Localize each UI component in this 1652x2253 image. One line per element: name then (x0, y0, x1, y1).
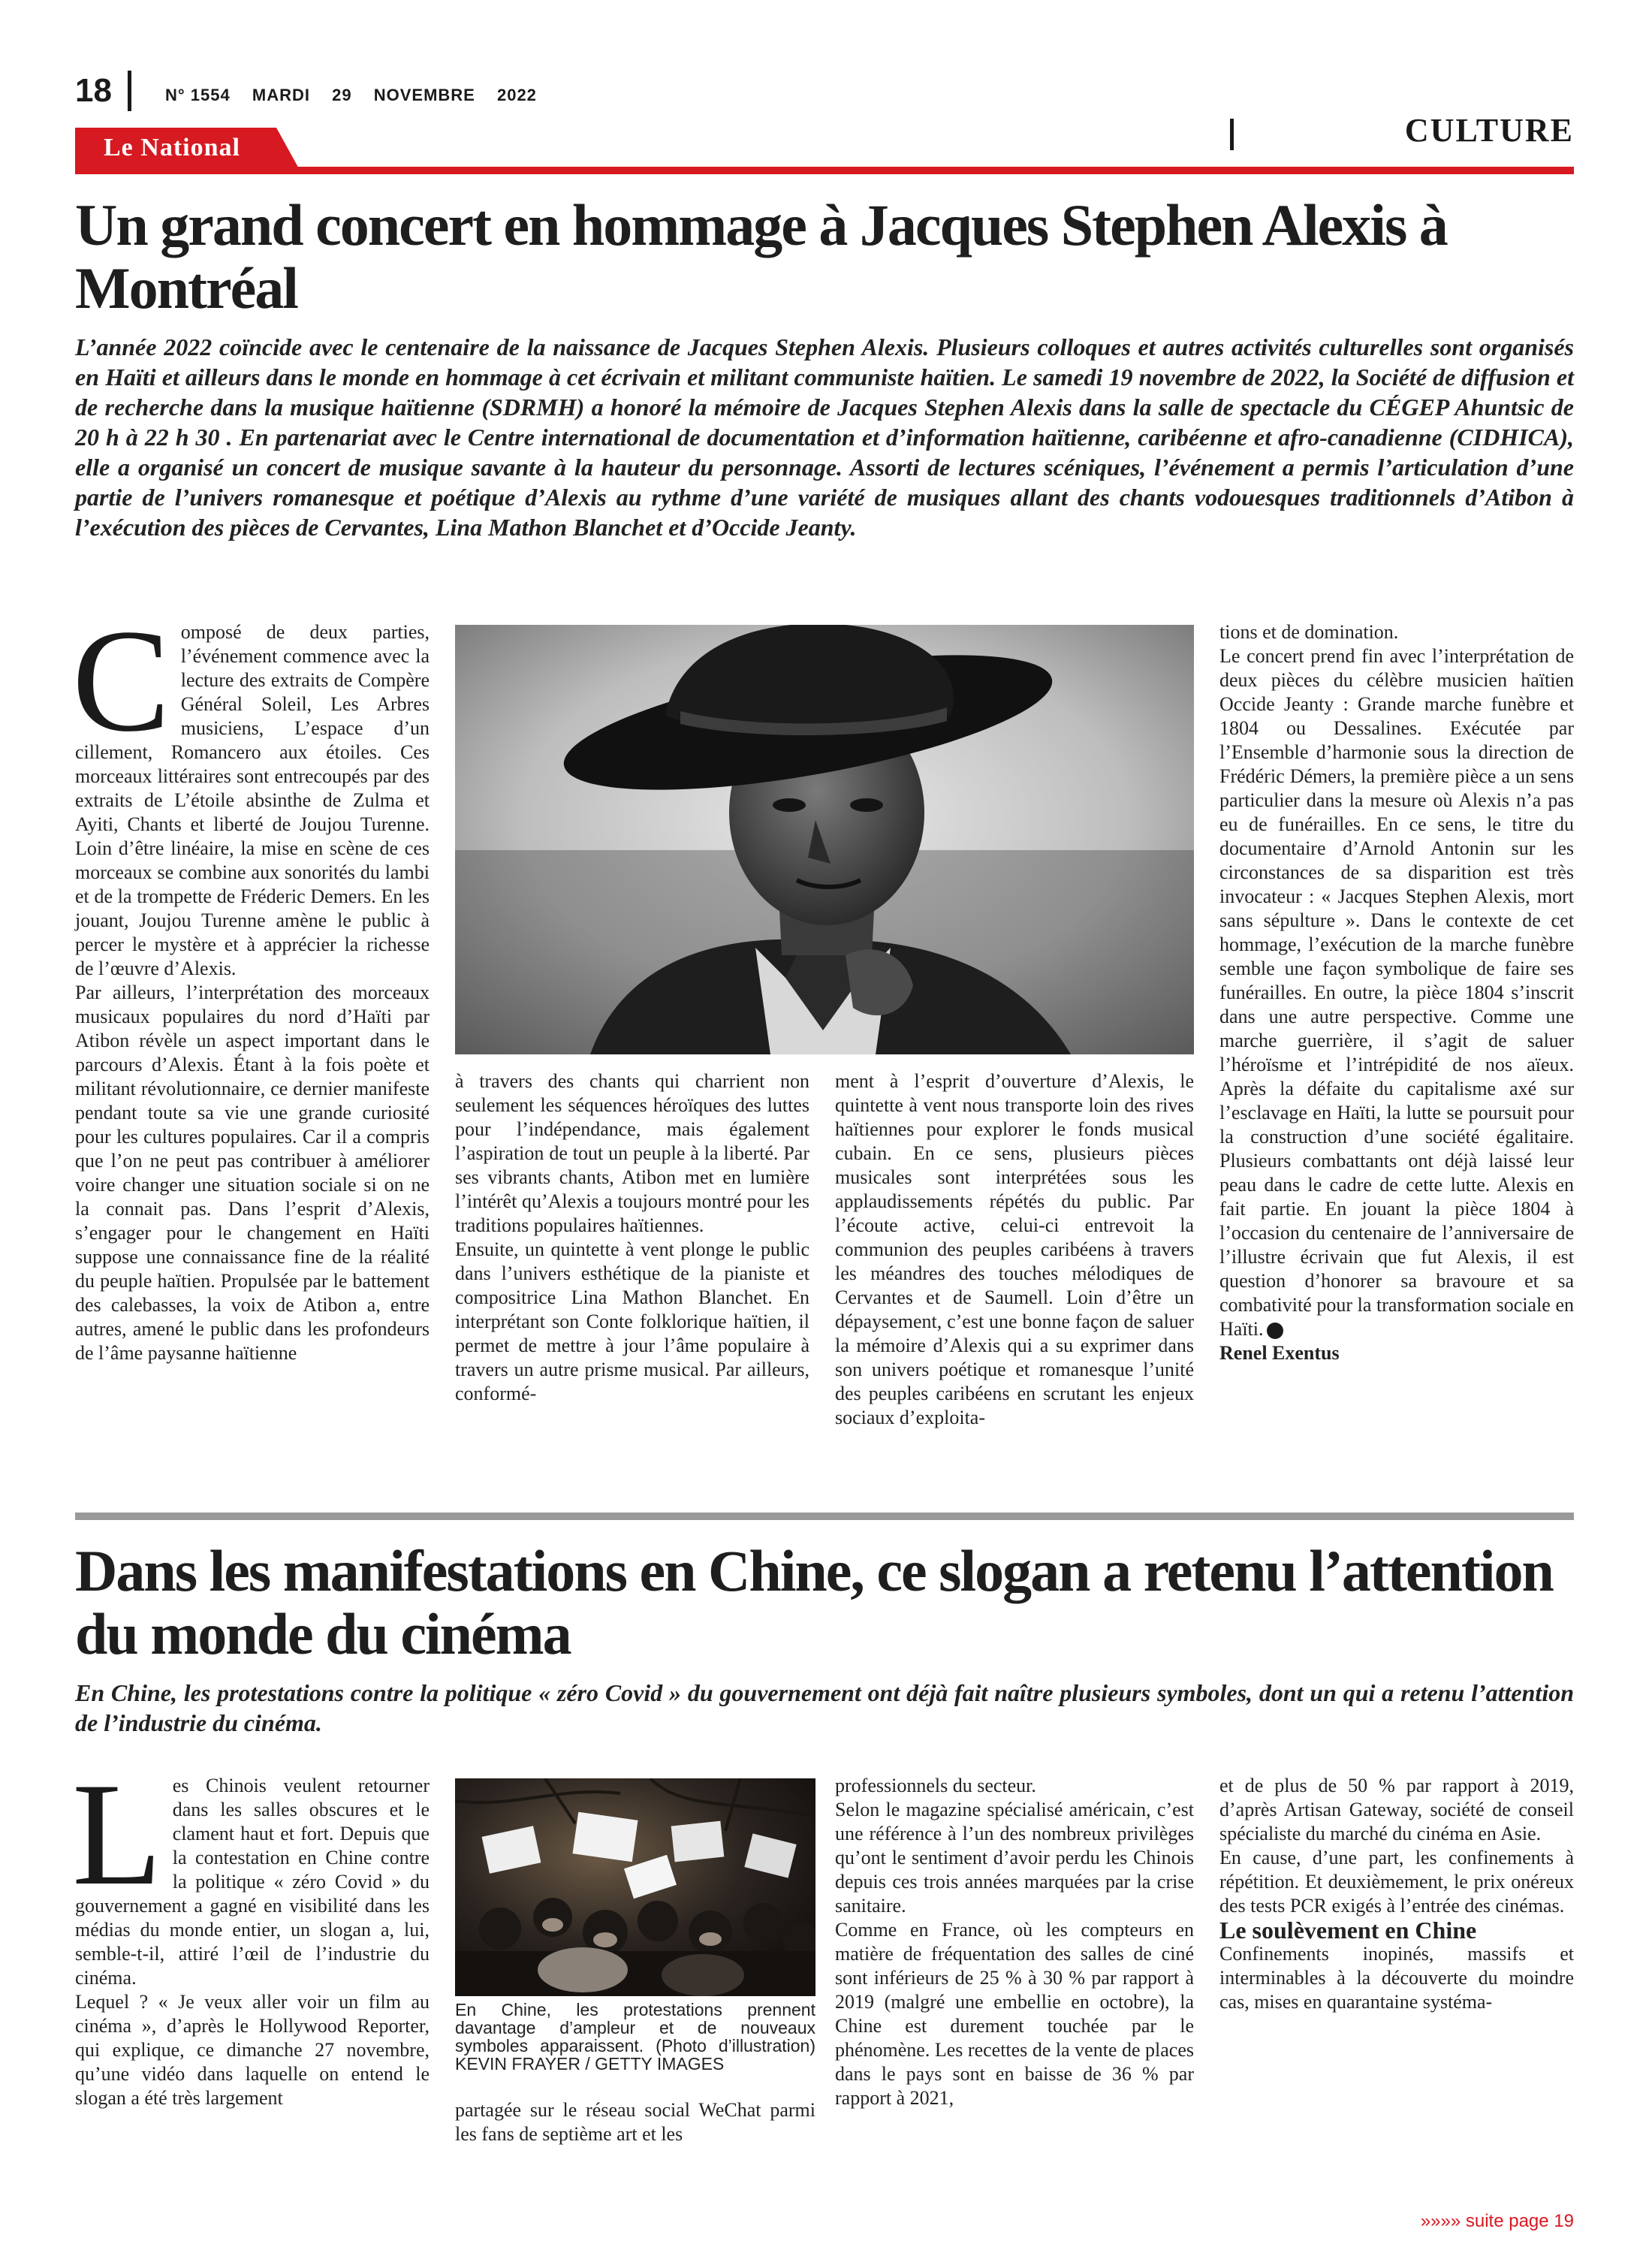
article1-headline: Un grand concert en hommage à Jacques Stephen Alexis à Montréal (75, 192, 1447, 321)
issue-weekday: MARDI (252, 86, 310, 104)
article1-column-2 (455, 1069, 809, 1406)
article2-column-1 (72, 1753, 430, 2110)
portrait-photo (455, 625, 1194, 1054)
section-label: CULTURE (1404, 112, 1574, 149)
continued-on-page-link[interactable]: »»»» suite page 19 (1420, 2211, 1574, 2231)
section-divider (1230, 119, 1234, 150)
page-number-divider (128, 71, 131, 111)
protest-photo (455, 1778, 815, 1996)
article2-col4-para2: En cause, d’une part, les confinements à répétition. Et deuxièmement, le prix onéreux des tests PCR exigés à l’entrée des cinémas. (1219, 1847, 1574, 1917)
article2-col1-para1-text: es Chinois veulent retourner dans les salles obscures et le clament haut et fort. Depuis que la contestation en Chine contre la politique « zéro Covid » du gouvernement a gagné en visibilité dans les médias du monde entier, un slogan a, lui, semble-t-il, attiré l’œil de l’industrie du cinéma. (75, 1775, 430, 1989)
protest-photo-image (455, 1778, 815, 1996)
article2-col1-para2: Lequel ? « Je veux aller voir un film au cinéma », d’après le Hollywood Reporter, qui explique, ce dimanche 27 novembre, qu’une vidéo dans laquelle on entend le slogan a été très largement (75, 1991, 430, 2109)
article2-column-2 (455, 2098, 815, 2146)
page-number: 18 (75, 72, 112, 109)
protest-photo-caption: En Chine, les protestations prennent davantage d’ampleur et de nouveaux symboles apparaissent. (Photo d’illustration) KEVIN FRAYER / GETTY IMAGES (455, 2000, 815, 2074)
article1-col4-para2 (1219, 644, 1574, 1341)
article1-dropcap: C (72, 599, 170, 762)
article2-lead: En Chine, les protestations contre la politique « zéro Covid » du gouvernement ont déjà fait naître plusieurs symboles, dont un qui a retenu l’attention de l’industrie du cinéma. (75, 1679, 1574, 1736)
article1-col4-para1: tions et de domination. (1219, 621, 1399, 643)
portrait-photo-image (455, 625, 1194, 1054)
article1-col3-para1: ment à l’esprit d’ouverture d’Alexis, le quintette à vent nous transporte loin des rives haïtiennes pour explorer le fonds musical cubain. En ce sens, plusieurs pièces musicales sont interprétées sous les applaudissements répétés du public. Par l’écoute active, celui-ci entrevoit la communion des peuples caribéens à travers les méandres des touches mélodiques de Cervantes et de Saumell. Loin d’être un dépaysement, c’est une bonne façon de saluer la mémoire d’Alexis qui a su exprimer dans son univers poétique et romanesque l’unité des peuples caribéens en scrutant les enjeux sociaux d’exploita- (835, 1070, 1194, 1428)
issue-number: N° 1554 (165, 86, 231, 104)
article1-column-4 (1219, 620, 1574, 1365)
article2-headline: Dans les manifestations en Chine, ce slogan a retenu l’attention du monde du cinéma (75, 1538, 1553, 1666)
article2-column-4 (1219, 1774, 1574, 2014)
article1-lead: L’année 2022 coïncide avec le centenaire de la naissance de Jacques Stephen Alexis. Plusieurs colloques et autres activités culturelles sont organisés en Haïti et ailleurs dans le monde en hommage à cet écrivain et militant communiste haïtien. Le samedi 19 novembre de 2022, la Société de diffusion et de recherche dans la musique haïtienne (SDRMH) a honoré la mémoire de Jacques Stephen Alexis dans la salle de spectacle du CÉGEP Ahuntsic de 20 h à 22 h 30 . En partenariat avec le Centre international de documentation et d’information haïtienne, caribéenne et afro-canadienne (CIDHICA), elle a organisé un concert de musique savante à la hauteur du personnage. Assorti de lectures scéniques, l’événement a permis l’articulation d’une partie de l’univers romanesque et poétique d’Alexis au rythme d’une variété de musiques allant des chants vodouesques traditionnels d’Atibon à l’exécution des pièces de Cervantes, Lina Mathon Blanchet et d’Occide Jeanty. (75, 333, 1574, 541)
article2-column-3 (835, 1774, 1194, 2110)
newspaper-brand-tab (75, 128, 300, 171)
article1-col2-para2: Ensuite, un quintette à vent plonge le public dans l’univers esthétique de la pianiste et compositrice Lina Mathon Blanchet. En interprétant son Conte folklorique haïtien, il permet de mettre à jour l’âme populaire à travers un autre prisme musical. Par ailleurs, conformé- (455, 1238, 809, 1404)
article1-column-3 (835, 1069, 1194, 1430)
issue-year: 2022 (496, 86, 537, 104)
end-of-article-mark (1267, 1323, 1283, 1339)
article2-col4-para3: Confinements inopinés, massifs et interminables à la découverte du moindre cas, mises en quarantaine systéma- (1219, 1943, 1574, 2013)
article1-signature: Renel Exentus (1219, 1342, 1340, 1364)
article1-col1-para2: Par ailleurs, l’interprétation des morceaux musicaux populaires du nord d’Haïti par Atibon révèle un aspect important dans le parcours d’Alexis. Étant à la fois poète et militant révolutionnaire, ce dernier manifeste pendant toute sa vie une grande curiosité pour les cultures populaires. Car il a compris que l’on ne peut pas contribuer à améliorer voire changer une situation sociale si on ne la connait pas. Dans l’esprit d’Alexis, s’engager pour le changement en Haïti suppose une connaissance fine de la réalité du peuple haïtien. Propulsée par le battement des calebasses, la voix de Atibon a, entre autres, amené le public dans les profondeurs de l’âme paysanne haïtienne (75, 982, 430, 1364)
article2-dropcap: L (72, 1753, 162, 1916)
brand-name: Le National (104, 134, 240, 161)
article2-col3-para2: Selon le magazine spécialisé américain, c’est une référence à l’un des nombreux privilèges qu’ont le sentiment d’avoir perdu les Chinois depuis ces trois années marquées par la crise sanitaire. (835, 1799, 1194, 1917)
issue-info (165, 86, 553, 105)
article2-col3-para3: Comme en France, où les compteurs en matière de fréquentation des salles de ciné sont inférieurs de 25 % à 30 % par rapport à 2019 (malgré une embellie en octobre), la Chine est durement touchée par le phénomène. Les recettes de la vente de places dans le pays sont en baisse de 36 % par rapport à 2021, (835, 1919, 1194, 2109)
header-red-rule (75, 167, 1574, 174)
article2-col1-para1 (72, 1753, 430, 1990)
article1-col1-para1 (72, 599, 430, 981)
article1-col1-para1-text: omposé de deux parties, l’événement commence avec la lecture des extraits de Compère Général Soleil, Les Arbres musiciens, L’espace d’un cillement, Romancero aux étoiles. Ces morceaux littéraires sont entrecoupés par des extraits de L’étoile absinthe de Zulma et Ayiti, Chants et liberté de Joujou Turenne. Loin d’être linéaire, la mise en scène de ces morceaux se combine aux sonorités du lambi et de la trompette de Fréderic Demers. En les jouant, Joujou Turenne amène le public à percer le mystère et à apprécier la richesse de l’œuvre d’Alexis. (75, 621, 430, 979)
article2-col2-para1: partagée sur le réseau social WeChat parmi les fans de septième art et les (455, 2099, 815, 2145)
article-separator-rule (75, 1513, 1574, 1520)
issue-day: 29 (332, 86, 352, 104)
issue-month: NOVEMBRE (373, 86, 475, 104)
article1-col4-para2-text: Le concert prend fin avec l’interprétation de deux pièces du célèbre musicien haïtien Occide Jeanty : Grande marche funèbre et 1804 ou Dessalines. Exécutée par l’Ensemble d’harmonie sous la direction de Frédéric Démers, la première pièce a un sens particulier dans la mesure où Alexis n’a pas eu de funérailles. En ce sens, le titre du documentaire d’Arnold Antonin sur les circonstances de sa disparition est très invocateur : « Jacques Stephen Alexis, mort sans sépulture ». Dans le contexte de cet hommage, l’exécution de la marche funèbre semble une façon symbolique de faire ses funérailles. En outre, la pièce 1804 s’inscrit dans une autre perspective. Comme une marche guerrière, il s’agit de saluer l’héroïsme et l’intrépidité de nos aïeux. Après la défaite du capitalisme axé sur l’esclavage en Haïti, la lutte se poursuit pour la construction d’une société égalitaire. Plusieurs combattants ont déjà laissé leur peau dans le cadre de cette lutte. Alexis en fait partie. En jouant la pièce 1804 à l’occasion du centenaire de l’anniversaire de l’illustre écrivain que fut Alexis, il est question d’honorer sa bravoure et sa combativité pour la transformation sociale en Haïti. (1219, 645, 1574, 1340)
article1-column-1 (72, 599, 430, 1365)
article2-subheading: Le soulèvement en Chine (1219, 1917, 1477, 1944)
article2-col3-para1: professionnels du secteur. (835, 1775, 1036, 1796)
article2-col4-para1: et de plus de 50 % par rapport à 2019, d’après Artisan Gateway, société de conseil spécialiste du marché du cinéma en Asie. (1219, 1775, 1574, 1844)
article1-col2-para1: à travers des chants qui charrient non seulement les séquences héroïques des luttes pour l’indépendance, mais également l’aspiration de tout un peuple à la liberté. Par ses vibrants chants, Atibon met en lumière l’intérêt qu’Alexis a toujours montré pour les traditions populaires haïtiennes. (455, 1070, 809, 1236)
